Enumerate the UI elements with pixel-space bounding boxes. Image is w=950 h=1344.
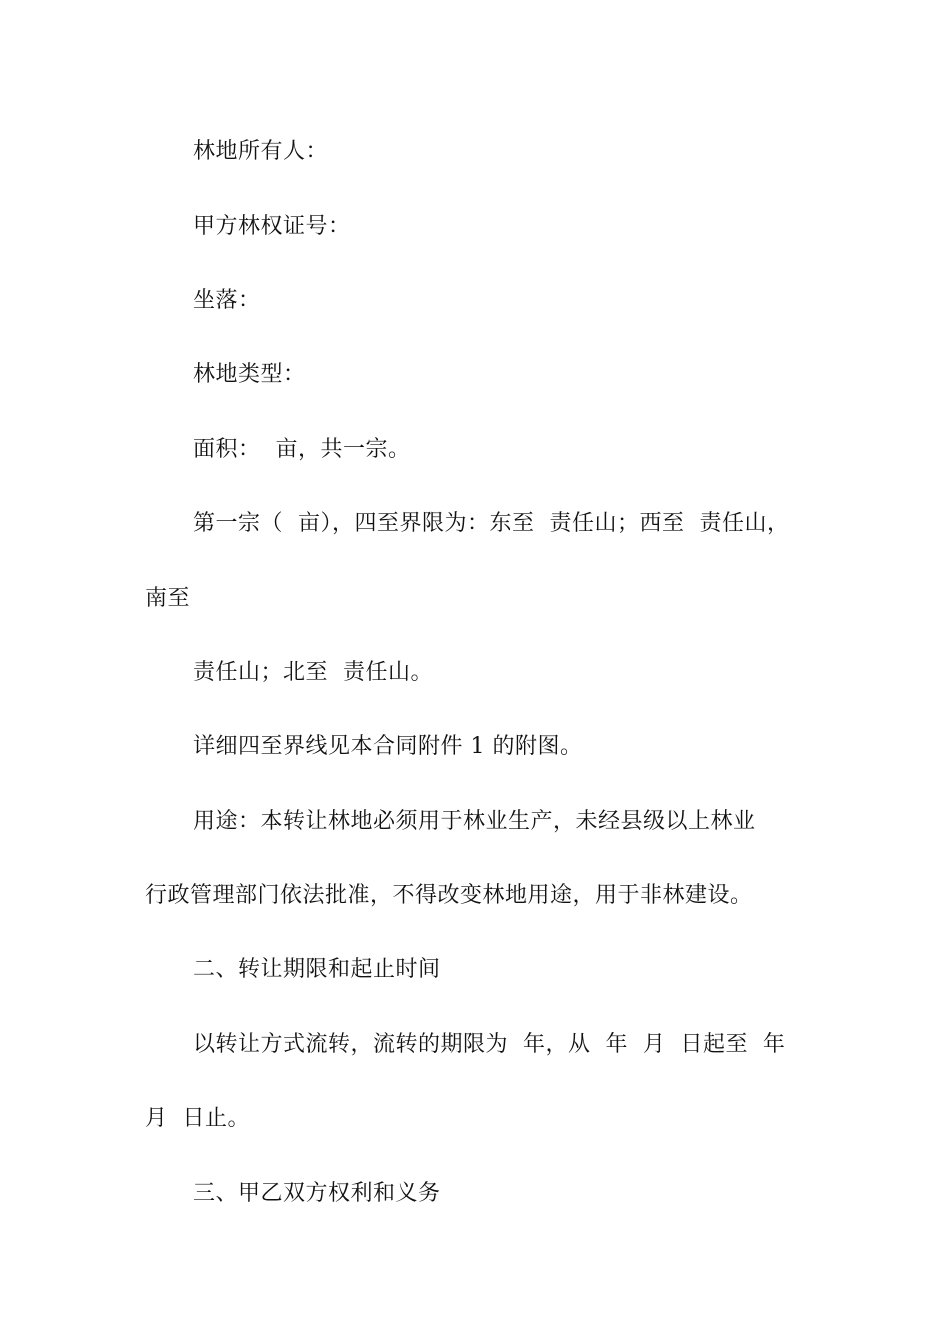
section-two-heading: 二、转让期限和起止时间 bbox=[193, 957, 441, 982]
parcel-boundary-end: 责任山；北至 责任山。 bbox=[193, 660, 433, 685]
boundary-detail-line: 详细四至界线见本合同附件 1 的附图。 bbox=[193, 734, 583, 759]
certificate-number-line: 甲方林权证号： bbox=[193, 214, 351, 239]
term-line: 以转让方式流转，流转的期限为 年，从 年 月 日起至 年 bbox=[193, 1032, 786, 1057]
usage-line: 用途：本转让林地必须用于林业生产，未经县级以上林业 bbox=[193, 809, 756, 834]
area-line: 面积： 亩，共一宗。 bbox=[193, 437, 411, 462]
location-line: 坐落： bbox=[193, 288, 261, 313]
parcel-boundary-continuation: 南至 bbox=[145, 586, 191, 611]
owner-line: 林地所有人： bbox=[193, 139, 329, 164]
forest-type-line: 林地类型： bbox=[193, 362, 306, 387]
parcel-boundary-line: 第一宗（ 亩），四至界限为：东至 责任山；西至 责任山， bbox=[193, 511, 790, 536]
term-continuation: 月 日止。 bbox=[145, 1106, 250, 1131]
section-three-heading: 三、甲乙双方权利和义务 bbox=[193, 1181, 441, 1206]
usage-continuation: 行政管理部门依法批准，不得改变林地用途，用于非林建设。 bbox=[145, 883, 753, 908]
